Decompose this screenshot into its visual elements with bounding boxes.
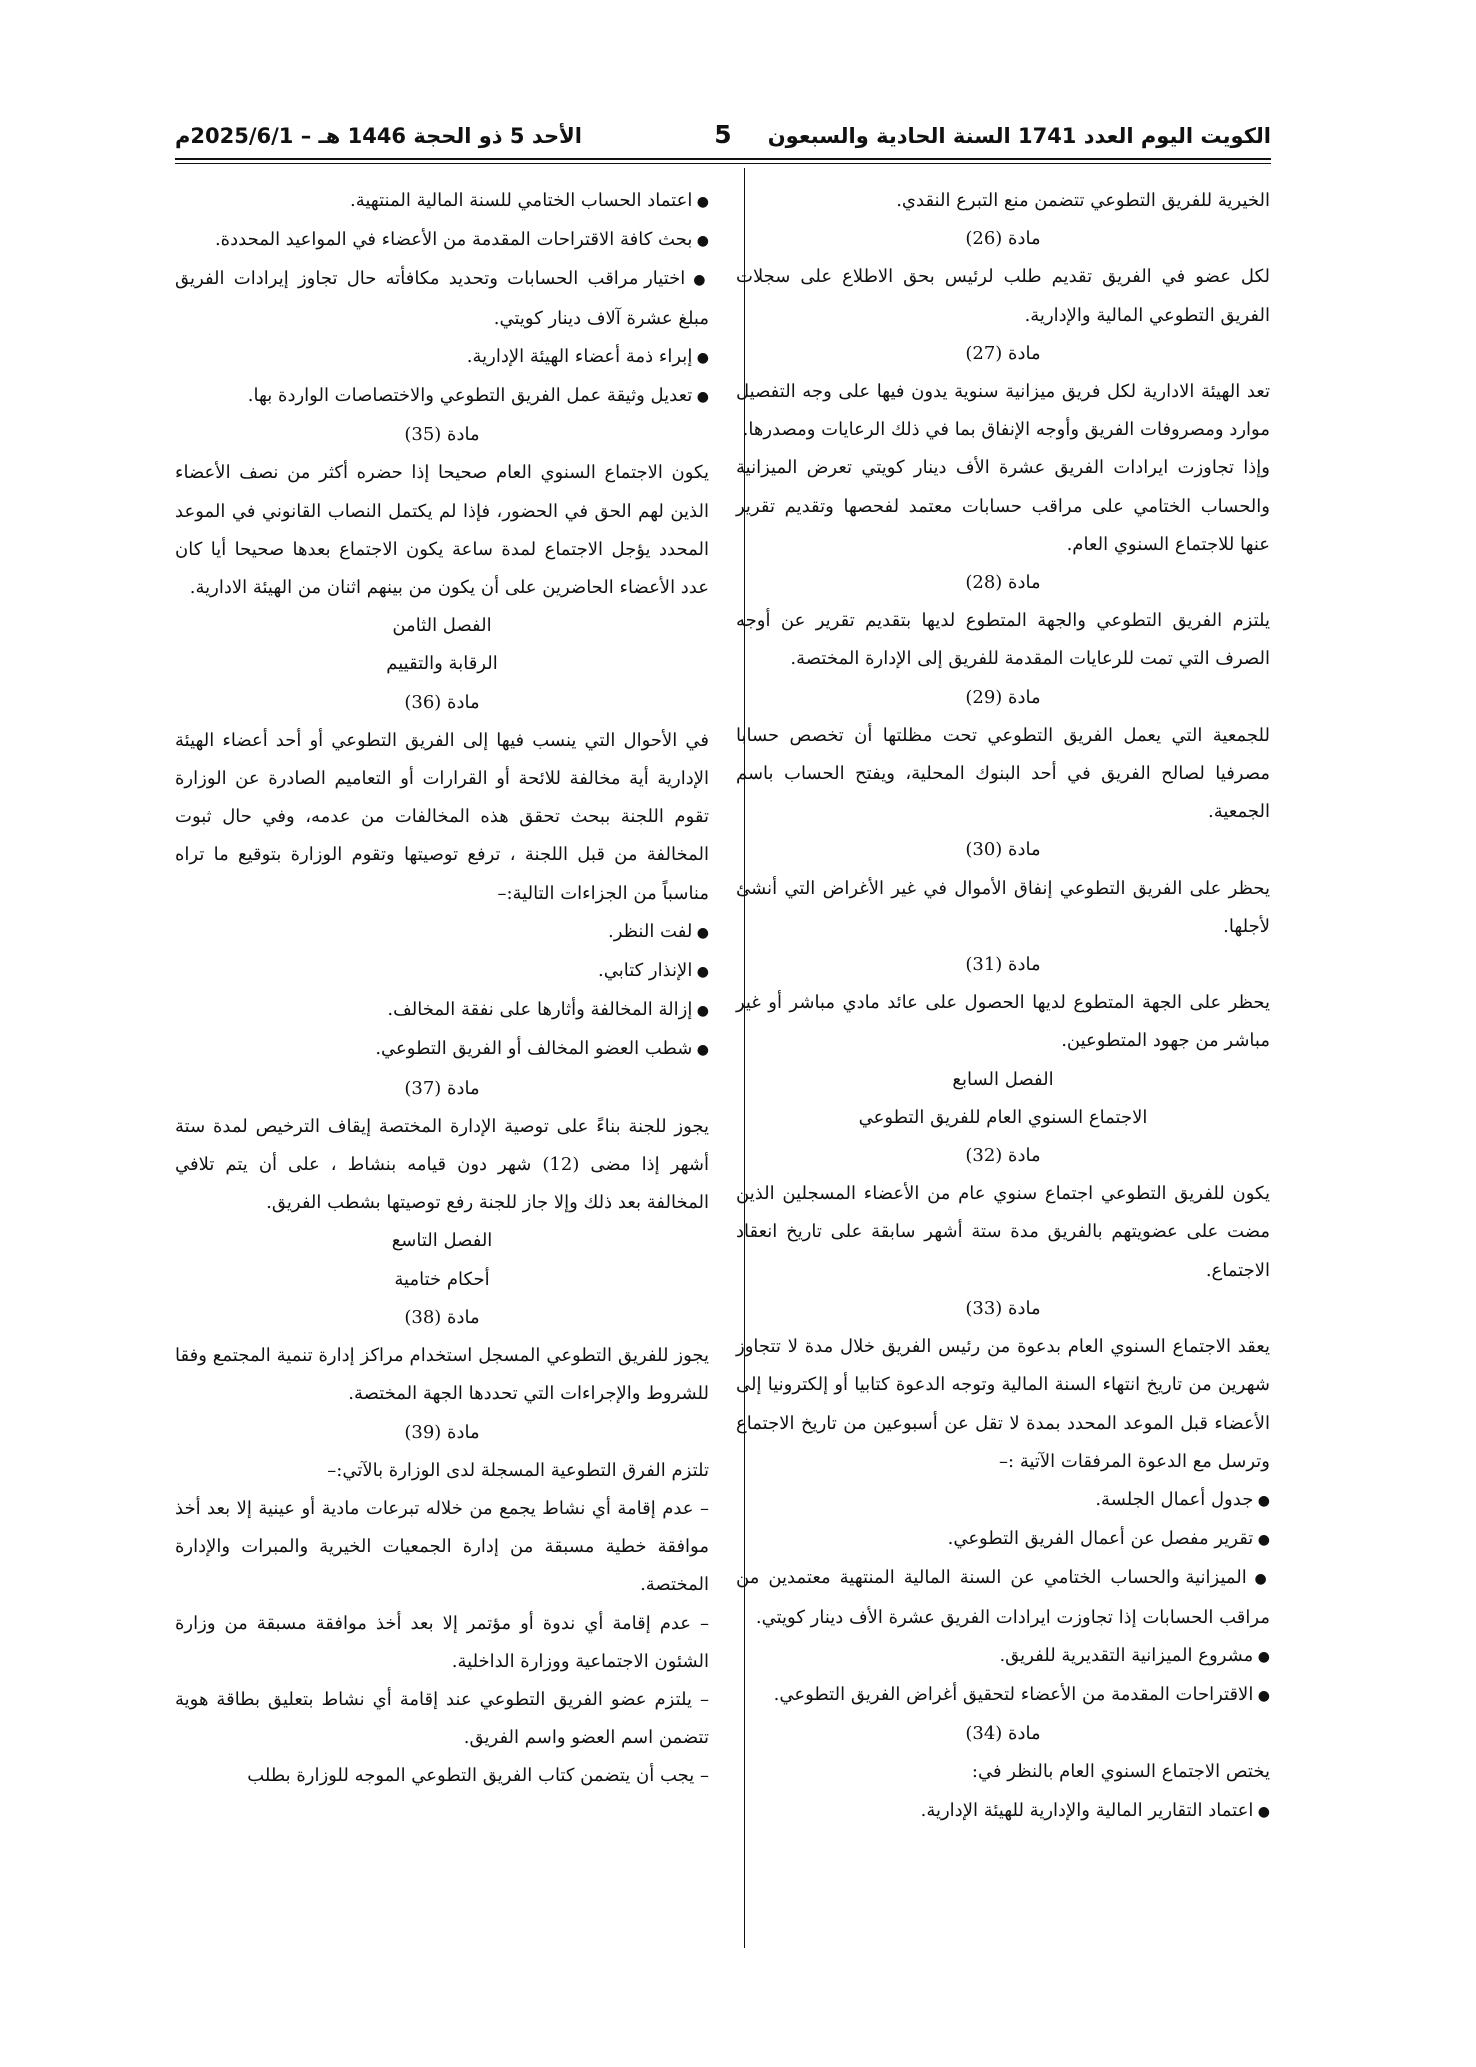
bullet-item: ● جدول أعمال الجلسة. [736,1481,1270,1520]
bullet-item: ● اعتماد الحساب الختامي للسنة المالية المنتهية. [175,182,709,221]
chapter-title: الفصل التاسع [391,1230,493,1252]
dash-item: – عدم إقامة أي نشاط يجمع من خلاله تبرعات مادية أو عينية إلا بعد أخذ موافقة خطية مسبقة من إدارة الجمعيات الخيرية والمبرات والإدارة المختصة. [175,1497,709,1596]
bullet-item: ● تعديل وثيقة عمل الفريق التطوعي والاختصاصات الواردة بها. [175,377,709,416]
article-title: مادة (26) [965,228,1041,250]
article-text: يكون الاجتماع السنوي العام صحيحا إذا حضره أكثر من نصف الأعضاء الذين لهم الحق في الحضور، فإذا لم يكتمل النصاب القانوني في الموعد المحدد يؤجل الاجتماع لمدة ساعة يكون الاجتماع بعدها صحيحا أيا كان عدد الأعضاء الحاضرين على أن يكون من بينهم اثنان من الهيئة الادارية. [175,462,709,599]
dash-item: – عدم إقامة أي ندوة أو مؤتمر إلا بعد أخذ موافقة مسبقة من وزارة الشئون الاجتماعية ووزارة الداخلية. [175,1612,709,1672]
dash-item: – يجب أن يتضمن كتاب الفريق التطوعي الموجه للوزارة بطلب [247,1765,709,1787]
bullet-item: ● لفت النظر. [175,913,709,952]
article-text: في الأحوال التي ينسب فيها إلى الفريق التطوعي أو أحد أعضاء الهيئة الإدارية أية مخالفة للائحة أو القرارات أو التعاميم الصادرة عن الوزارة تقوم اللجنة ببحث تحقق هذه المخالفات من عدمه، وفي حال ثبوت المخالفة من قبل اللجنة ، ترفع توصيتها وتقوم الوزارة بتوقيع ما تراه مناسباً من الجزاءات التالية:– [175,729,709,904]
article-text: يعقد الاجتماع السنوي العام بدعوة من رئيس الفريق خلال مدة لا تتجاوز شهرين من تاريخ انتهاء السنة المالية وتوجه الدعوة كتابيا أو إلكترونيا إلى الأعضاء قبل الموعد المحدد بمدة لا تقل عن أسبوعين من تاريخ الاجتماع وترسل مع الدعوة المرفقات الآتية :– [736,1336,1270,1472]
bullet-item: ● بحث كافة الاقتراحات المقدمة من الأعضاء في المواعيد المحددة. [175,221,709,260]
bullet-item: ● الميزانية والحساب الختامي عن السنة المالية المنتهية معتمدين من مراقب الحسابات إذا تجاوزت ايرادات الفريق عشرة الأف دينار كويتي. [736,1559,1270,1636]
chapter-title: الفصل الثامن [392,615,492,637]
article-text: يجوز للفريق التطوعي المسجل استخدام مراكز إدارة تنمية المجتمع وفقا للشروط والإجراءات التي تحددها الجهة المختصة. [175,1345,709,1405]
article-text: يجوز للجنة بناءً على توصية الإدارة المختصة إيقاف الترخيص لمدة ستة أشهر إذا مضى (12) شهر دون قيامه بنشاط ، على أن يتم تلافي المخالفة بعد ذلك وإلا جاز للجنة رفع توصيتها بشطب الفريق. [175,1115,709,1214]
chapter-subtitle: الرقابة والتقييم [386,653,498,675]
page-header [175,118,1271,158]
bullet-item: ● الإنذار كتابي. [175,952,709,991]
article-title: مادة (32) [965,1145,1041,1167]
article-text: يكون للفريق التطوعي اجتماع سنوي عام من الأعضاء المسجلين الذين مضت على عضويتهم بالفريق مدة ستة أشهر سابقة على تاريخ انعقاد الاجتماع. [736,1183,1270,1281]
bullet-item: ● مشروع الميزانية التقديرية للفريق. [736,1637,1270,1676]
bullet-item: ● اختيار مراقب الحسابات وتحديد مكافأته حال تجاوز إيرادات الفريق مبلغ عشرة آلاف دينار كويتي. [175,260,709,337]
chapter-subtitle: أحكام ختامية [394,1268,490,1290]
article-intro: تلتزم الفرق التطوعية المسجلة لدى الوزارة بالآتي:– [327,1459,709,1481]
article-title: مادة (30) [965,839,1041,861]
article-title: مادة (31) [965,954,1041,976]
article-title: مادة (37) [404,1077,480,1099]
paragraph: الخيرية للفريق التطوعي تتضمن منع التبرع النقدي. [896,190,1270,211]
article-title: مادة (38) [404,1306,480,1328]
article-title: مادة (36) [404,691,480,713]
article-text: يحظر على الجهة المتطوع لديها الحصول على عائد مادي مباشر أو غير مباشر من جهود المتطوعين. [736,992,1270,1052]
left-column [175,182,709,1796]
article-title: مادة (28) [965,572,1041,594]
article-text: تعد الهيئة الادارية لكل فريق ميزانية سنوية يدون فيها على وجه التفصيل موارد ومصروفات الفريق وأوجه الإنفاق بما في ذلك الرعايات ومصدرها. [736,381,1270,441]
article-text: يلتزم الفريق التطوعي والجهة المتطوع لديها بتقديم تقرير عن أوجه الصرف التي تمت للرعايات المقدمة للفريق إلى الإدارة المختصة. [736,610,1270,670]
bullet-item: ● إزالة المخالفة وأثارها على نفقة المخالف. [175,991,709,1030]
article-title: مادة (35) [404,424,480,446]
article-text: وإذا تجاوزت ايرادات الفريق عشرة الأف دينار كويتي تعرض الميزانية والحساب الختامي على مراقب حسابات معتمد لفحصها وتقديم تقرير عنها للاجتماع السنوي العام. [736,457,1270,555]
bullet-item: ● اعتماد التقارير المالية والإدارية للهيئة الإدارية. [736,1792,1270,1831]
dash-item: – يلتزم عضو الفريق التطوعي عند إقامة أي نشاط بتعليق بطاقة هوية تتضمن اسم العضو واسم الفريق. [175,1688,709,1749]
article-text: لكل عضو في الفريق تقديم طلب لرئيس بحق الاطلاع على سجلات الفريق التطوعي المالية والإدارية. [736,266,1270,326]
header-rule [175,158,1271,164]
issue-date: الأحد 5 ذو الحجة 1446 هـ – 2025/6/1م [175,124,582,148]
bullet-item: ● الاقتراحات المقدمة من الأعضاء لتحقيق أغراض الفريق التطوعي. [736,1676,1270,1715]
article-text: للجمعية التي يعمل الفريق التطوعي تحت مظلتها أن تخصص حسابا مصرفيا لصالح الفريق في أحد البنوك المحلية، ويفتح الحساب باسم الجمعية. [736,724,1270,823]
article-title: مادة (33) [965,1297,1041,1319]
bullet-item: ● شطب العضو المخالف أو الفريق التطوعي. [175,1030,709,1069]
article-title: مادة (39) [404,1421,480,1443]
page-number: 5 [714,120,732,149]
chapter-title: الفصل السابع [952,1068,1054,1090]
article-title: مادة (29) [965,686,1041,708]
article-text: يختص الاجتماع السنوي العام بالنظر في: [971,1761,1270,1783]
article-text: يحظر على الفريق التطوعي إنفاق الأموال في غير الأغراض التي أنشئ لأجلها. [736,877,1270,937]
publication-info: الكويت اليوم العدد 1741 السنة الحادية والسبعون [767,124,1271,148]
article-title: مادة (34) [965,1723,1041,1745]
bullet-item: ● إبراء ذمة أعضاء الهيئة الإدارية. [175,338,709,377]
chapter-subtitle: الاجتماع السنوي العام للفريق التطوعي [858,1106,1148,1128]
right-column [736,182,1270,1831]
bullet-item: ● تقرير مفصل عن أعمال الفريق التطوعي. [736,1520,1270,1559]
article-title: مادة (27) [965,342,1041,364]
